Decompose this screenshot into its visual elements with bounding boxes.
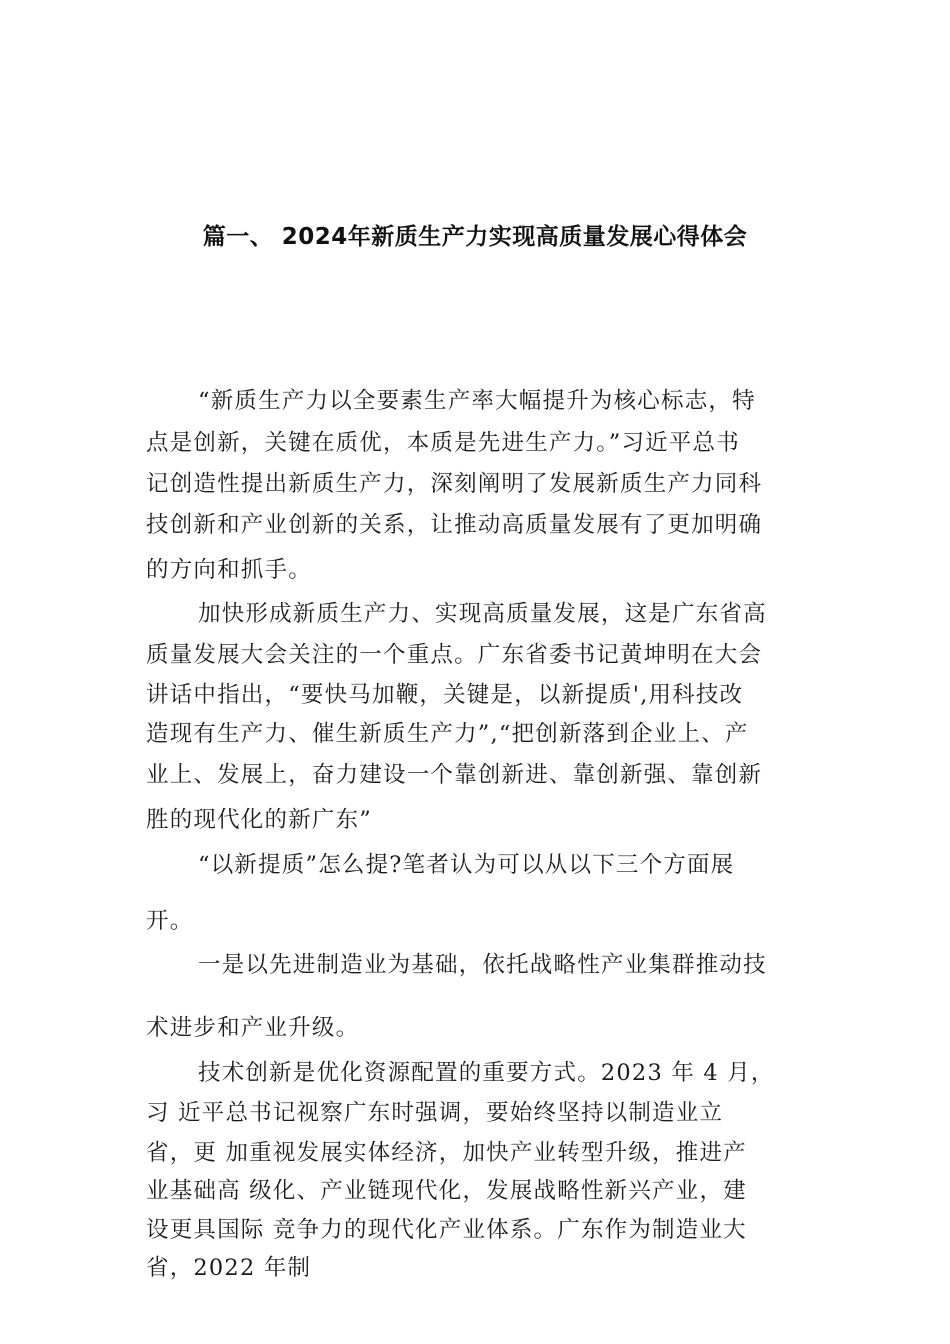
paragraph-line: 记创造性提出新质生产力，深刻阐明了发展新质生产力同科 [146, 471, 763, 497]
paragraph-line: 省，2022 年制 [146, 1255, 312, 1281]
paragraph-line: 点是创新，关键在质优，本质是先进生产力。”习近平总书 [146, 430, 740, 456]
paragraph-line: 习 近平总书记视察广东时强调，要始终坚持以制造业立 [146, 1100, 724, 1126]
paragraph-line: 技创新和产业创新的关系，让推动高质量发展有了更加明确 [146, 512, 763, 538]
paragraph-line: 质量发展大会关注的一个重点。广东省委书记黄坤明在大会 [146, 642, 763, 668]
paragraph-line: 加快形成新质生产力、实现高质量发展，这是广东省高 [198, 601, 767, 627]
paragraph-line: “新质生产力以全要素生产率大幅提升为核心标志，特 [198, 388, 756, 414]
paragraph-line: 技术创新是优化资源配置的重要方式。2023 年 4 月， [198, 1060, 775, 1086]
paragraph-line: 胜的现代化的新广东” [146, 807, 373, 833]
paragraph-line: 的方向和抓手。 [146, 557, 312, 583]
paragraph-line: 省，更 加重视发展实体经济，加快产业转型升级，推进产 [146, 1140, 747, 1166]
paragraph-line: 设更具国际 竞争力的现代化产业体系。广东作为制造业大 [146, 1217, 747, 1243]
paragraph-line: “以新提质”怎么提?笔者认为可以从以下三个方面展 [198, 852, 735, 878]
paragraph-line: 开。 [146, 908, 194, 934]
paragraph-line: 业上、发展上，奋力建设一个靠创新进、靠创新强、靠创新 [146, 762, 763, 788]
paragraph-line: 讲话中指出，“要快马加鞭，关键是，以新提质',用科技改 [146, 682, 744, 708]
paragraph-line: 术进步和产业升级。 [146, 1015, 360, 1041]
paragraph-line: 一是以先进制造业为基础，依托战略性产业集群推动技 [198, 952, 767, 978]
document-title: 篇一、 2024年新质生产力实现高质量发展心得体会 [202, 224, 748, 250]
paragraph-line: 造现有生产力、催生新质生产力”,“把创新落到企业上、产 [146, 721, 749, 747]
paragraph-line: 业基础高 级化、产业链现代化，发展战略性新兴产业，建 [146, 1178, 747, 1204]
